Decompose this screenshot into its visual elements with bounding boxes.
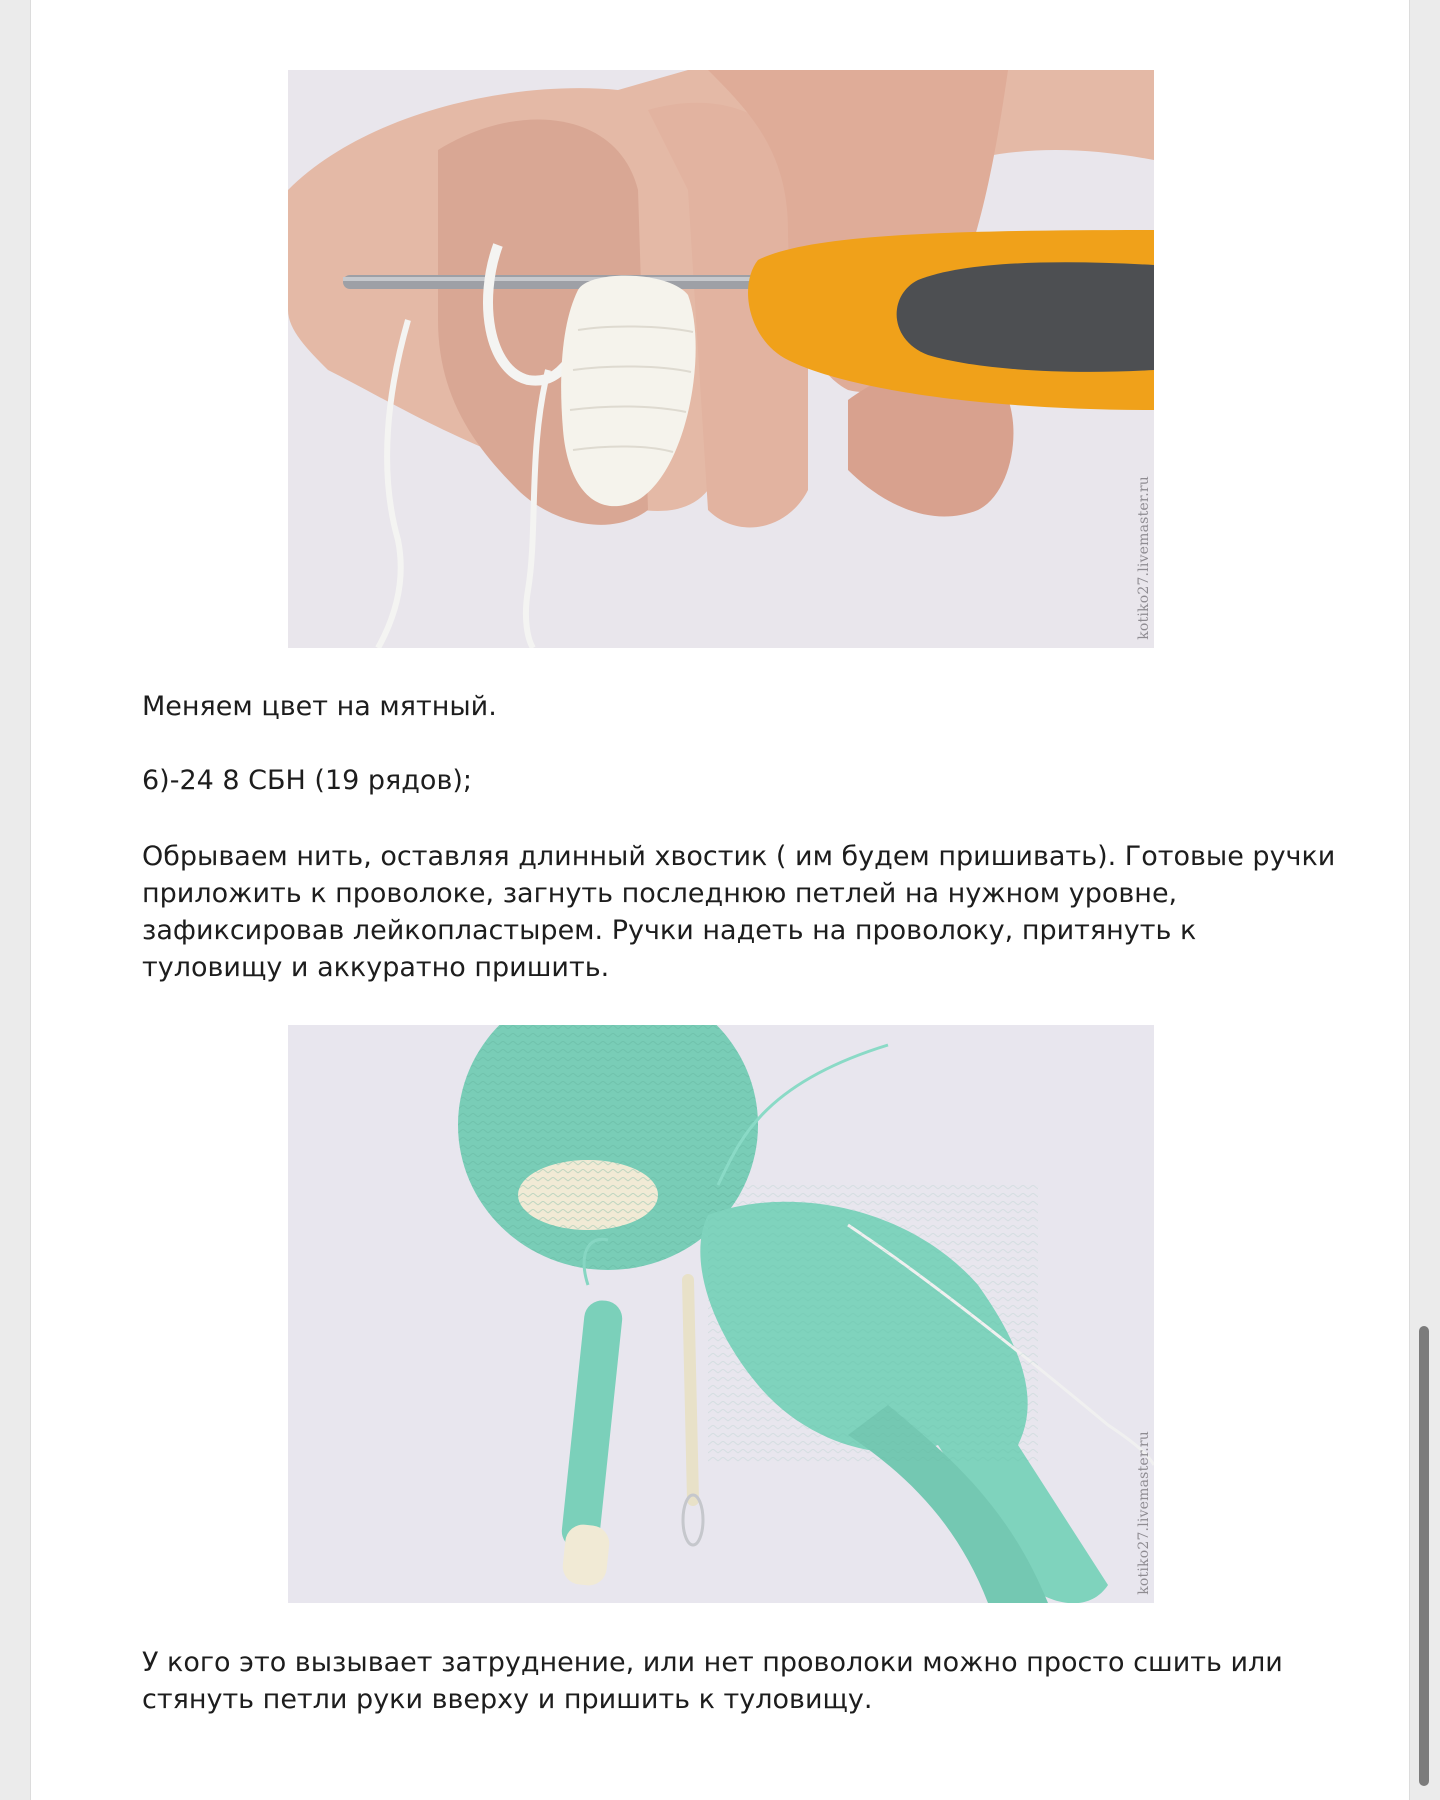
photo-watermark: kotiko27.livemaster.ru	[1136, 1431, 1152, 1595]
paragraph-rows: 6)-24 8 СБН (19 рядов);	[142, 765, 472, 796]
photo-mint-doll	[288, 1025, 1154, 1603]
photo-crochet-hook	[288, 70, 1154, 648]
paragraph-instructions: Обрываем нить, оставляя длинный хвостик ( им будем пришивать). Готовые ручки приложить к проволоке, загнуть последнюю петлей на нужном уровне, зафиксировав лейкопластырем. Ручки надеть на проволоку, притянуть к туловищу и аккуратно пришить.	[142, 841, 1336, 983]
paragraph-alternative: У кого это вызывает затруднение, или нет проволоки можно просто сшить или стянуть петли руки вверху и пришить к туловищу.	[142, 1647, 1283, 1715]
scrollbar-thumb[interactable]	[1419, 1326, 1429, 1786]
photo-watermark: kotiko27.livemaster.ru	[1136, 476, 1152, 640]
document-page	[30, 0, 1410, 1800]
scrollbar-track[interactable]	[1410, 0, 1440, 1800]
paragraph-color-change: Меняем цвет на мятный.	[142, 691, 497, 722]
